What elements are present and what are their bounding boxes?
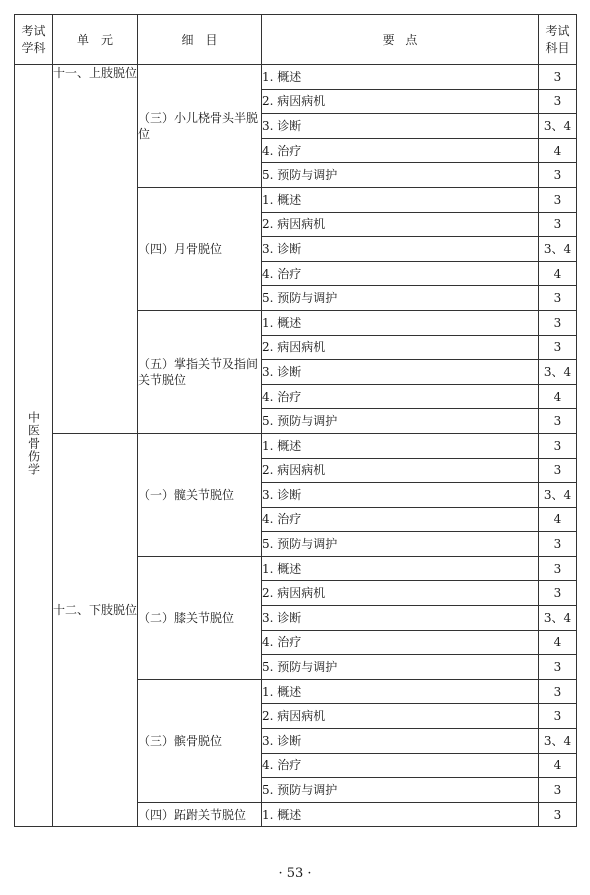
detail-cell: （一）髋关节脱位 [138,433,262,556]
exam-subject-cell: 3 [539,532,577,557]
syllabus-table [14,14,577,827]
point-cell: 5. 预防与调护 [262,655,539,680]
exam-subject-cell: 3 [539,778,577,803]
point-cell: 1. 概述 [262,310,539,335]
point-cell: 1. 概述 [262,802,539,827]
exam-subject-cell: 3 [539,458,577,483]
subject-cell [15,65,53,827]
point-cell: 1. 概述 [262,65,539,90]
exam-subject-cell: 3 [539,409,577,434]
exam-subject-cell: 3、4 [539,237,577,262]
table-row [15,65,577,90]
detail-cell: （三）髌骨脱位 [138,679,262,802]
point-cell: 2. 病因病机 [262,458,539,483]
header-exam-subject-area [15,15,53,65]
exam-subject-cell: 3 [539,65,577,90]
point-cell: 4. 治疗 [262,384,539,409]
point-cell: 2. 病因病机 [262,89,539,114]
unit-cell: 十一、上肢脱位 [53,65,138,434]
header-subject-line-2: 学科 [21,40,46,55]
point-cell: 2. 病因病机 [262,212,539,237]
exam-subject-cell: 3 [539,163,577,188]
exam-subject-cell: 3 [539,655,577,680]
header-points-label: 要点 [382,32,429,47]
point-cell: 3. 诊断 [262,237,539,262]
point-cell: 5. 预防与调护 [262,163,539,188]
exam-subject-cell: 3、4 [539,606,577,631]
exam-subject-cell: 3、4 [539,729,577,754]
exam-subject-cell: 3、4 [539,114,577,139]
point-cell: 4. 治疗 [262,507,539,532]
point-cell: 4. 治疗 [262,753,539,778]
header-exam-subject-line-2: 科目 [545,40,570,55]
exam-subject-cell: 4 [539,753,577,778]
point-cell: 5. 预防与调护 [262,532,539,557]
header-detail [138,15,262,65]
point-cell: 5. 预防与调护 [262,409,539,434]
point-cell: 1. 概述 [262,433,539,458]
table-row [15,433,577,458]
point-cell: 5. 预防与调护 [262,286,539,311]
page-number: · 53 · [278,866,312,881]
point-cell: 3. 诊断 [262,483,539,508]
point-cell: 2. 病因病机 [262,704,539,729]
detail-cell: （四）月骨脱位 [138,187,262,310]
header-points [262,15,539,65]
header-detail-label: 细 目 [181,32,218,47]
exam-subject-cell: 3 [539,187,577,212]
point-cell: 4. 治疗 [262,630,539,655]
exam-subject-cell: 3 [539,433,577,458]
point-cell: 3. 诊断 [262,360,539,385]
exam-subject-cell: 3、4 [539,360,577,385]
point-cell: 3. 诊断 [262,729,539,754]
detail-cell: （三）小儿桡骨头半脱位 [138,65,262,188]
point-cell: 1. 概述 [262,187,539,212]
detail-cell: （四）跖跗关节脱位 [138,802,262,827]
exam-subject-cell: 3 [539,704,577,729]
exam-subject-cell: 3 [539,286,577,311]
header-subject-line-1: 考试 [21,23,46,38]
exam-subject-cell: 4 [539,630,577,655]
point-cell: 2. 病因病机 [262,581,539,606]
header-unit [53,15,138,65]
exam-subject-cell: 4 [539,138,577,163]
header-unit-label: 单 元 [76,32,113,47]
point-cell: 5. 预防与调护 [262,778,539,803]
exam-subject-cell: 3 [539,89,577,114]
exam-subject-cell: 3 [539,335,577,360]
exam-subject-cell: 3 [539,679,577,704]
exam-subject-cell: 4 [539,507,577,532]
subject-label: 中医骨伤学 [26,411,41,477]
point-cell: 3. 诊断 [262,606,539,631]
point-cell: 1. 概述 [262,556,539,581]
point-cell: 4. 治疗 [262,261,539,286]
exam-subject-cell: 3 [539,556,577,581]
exam-subject-cell: 3、4 [539,483,577,508]
detail-cell: （二）膝关节脱位 [138,556,262,679]
table-body [15,65,577,827]
exam-subject-cell: 3 [539,310,577,335]
point-cell: 4. 治疗 [262,138,539,163]
exam-subject-cell: 4 [539,384,577,409]
point-cell: 1. 概述 [262,679,539,704]
header-exam-subject-line-1: 考试 [545,23,570,38]
exam-subject-cell: 3 [539,581,577,606]
exam-subject-cell: 4 [539,261,577,286]
point-cell: 2. 病因病机 [262,335,539,360]
exam-subject-cell: 3 [539,212,577,237]
exam-subject-cell: 3 [539,802,577,827]
table-header-row [15,15,577,65]
unit-cell: 十二、下肢脱位 [53,433,138,827]
detail-cell: （五）掌指关节及指间关节脱位 [138,310,262,433]
header-exam-subject [539,15,577,65]
point-cell: 3. 诊断 [262,114,539,139]
